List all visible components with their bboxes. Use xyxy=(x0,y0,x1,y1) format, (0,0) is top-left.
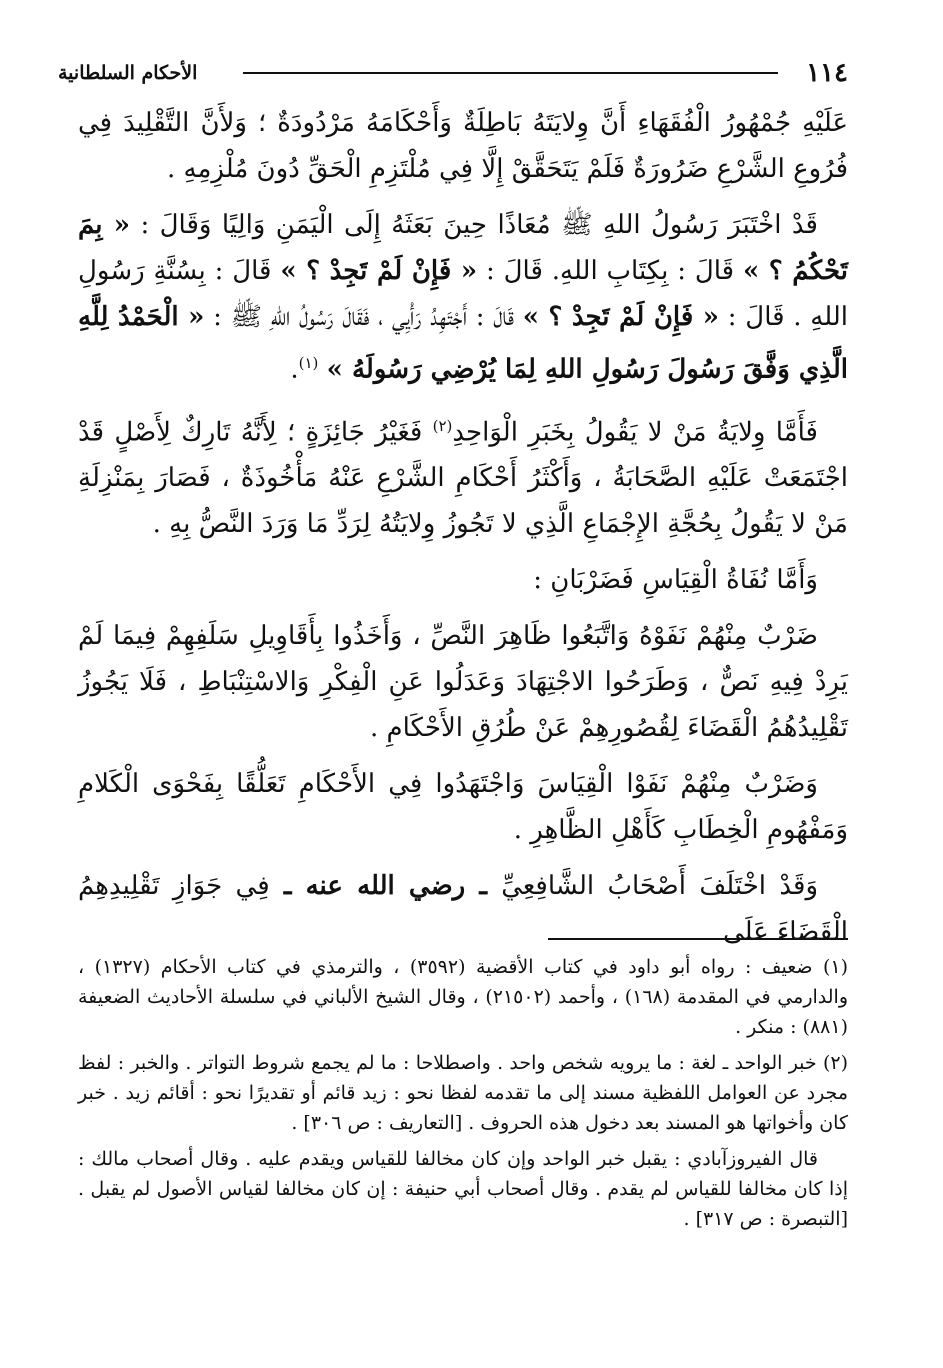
header-rule xyxy=(243,72,778,74)
text-run: قَالَ : بِكِتَابِ اللهِ. قَالَ : xyxy=(477,256,743,286)
hadith-quote: « فَإِنْ لَمْ تَجِدْ ؟ » xyxy=(522,302,720,332)
paragraph-4: وَأَمَّا نُفَاةُ الْقِيَاسِ فَضَرْبَانِ : xyxy=(533,565,818,596)
text-run: فَغَيْرُ جَائِزَةٍ ؛ لِأَنَّهُ تَارِكٌ لِأَصْلٍ قَدْ اجْتَمَعَتْ عَلَيْهِ الصَّحَابَةُ ، وَأَكْثَرُ أَحْكَامِ الشَّرْعِ عَنْهُ مَأْخُوذَةٌ ، فَصَارَ بِمَنْزِلَةِ مَنْ لا يَقُولُ بِحُجَّةِ الإِجْمَاعِ الَّذِي لا تَجُوزُ وِلايَتُهُ لِرَدِّ مَا وَرَدَ النَّصُّ بِهِ . xyxy=(78,417,848,540)
footnote-ref-2[interactable]: (٢) xyxy=(432,416,453,435)
text-run: فِي جَوَازِ تَقْلِيدِهِمُ الْقَضَاءَ عَلَى xyxy=(78,871,848,948)
hadith-quote: « بِمَ تَحْكُمُ ؟ » xyxy=(78,210,848,286)
text-run: قَالَ : بِسُنَّةِ رَسُولِ اللهِ . قَالَ : xyxy=(78,256,848,332)
text-run: وَقَدْ اخْتَلَفَ أَصْحَابُ الشَّافِعِيِّ xyxy=(501,871,819,902)
text-run: قَالَ : أَجْتَهِدُ رَأْيِي ، فَقَالَ رَسُولُ اللهِ ﷺ : xyxy=(204,302,523,332)
page-header xyxy=(58,58,848,92)
main-text xyxy=(78,100,848,965)
page-number: ١١٤ xyxy=(806,58,848,88)
paragraph-6: وَضَرْبٌ مِنْهُمْ نَفَوْا الْقِيَاسَ وَاجْتَهَدُوا فِي الأَحْكَامِ تَعَلُّقًا بِفَحْوَى الْكَلامِ وَمَفْهُومِ الْخِطَابِ كَأَهْلِ الظَّاهِرِ . xyxy=(78,769,848,846)
running-head: الأحكام السلطانية xyxy=(58,62,198,84)
paragraph-5: ضَرْبٌ مِنْهُمْ نَفَوْهُ وَاتَّبَعُوا ظَاهِرَ النَّصِّ ، وَأَخَذُوا بِأَقَاوِيلِ سَلَفِهِمْ فِيمَا لَمْ يَرِدْ فِيهِ نَصٌّ ، وَطَرَحُوا الاجْتِهَادَ وَعَدَلُوا عَنِ الْفِكْرِ وَالاسْتِنْبَاطِ ، فَلَا يَجُوزُ تَقْلِيدُهُمُ الْقَضَاءَ لِقُصُورِهِمْ عَنْ طُرُقِ الأَحْكَامِ . xyxy=(78,621,848,744)
hadith-quote: « الْحَمْدُ لِلَّهِ الَّذِي وَفَّقَ رَسُولَ رَسُولِ اللهِ لِمَا يُرْضِي رَسُولَهُ » xyxy=(78,302,848,385)
hadith-quote: « فَإِنْ لَمْ تَجِدْ ؟ » xyxy=(280,256,478,286)
footnote-2: (٢) خبر الواحد ـ لغة : ما يرويه شخص واحد . واصطلاحا : ما لم يجمع شروط التواتر . والخبر : لفظ مجرد عن العوامل اللفظية مسند إلى ما تقدمه لفظا نحو : زيد قائم أو تقديرًا نحو : أقائم زيد . خبر كان وأخواتها هو المسند بعد دخول هذه الحروف . [التعاريف : ص ٣٠٦] . xyxy=(78,1052,848,1134)
paragraph-2 xyxy=(78,202,848,393)
footnote-1: (١) ضعيف : رواه أبو داود في كتاب الأقضية (٣٥٩٢) ، والترمذي في كتاب الأحكام (١٣٢٧) ، والدارمي في المقدمة (١٦٨) ، وأحمد (٢١٥٠٢) ، وقال الشيخ الألباني في سلسلة الأحاديث الضعيفة (٨٨١) : منكر . xyxy=(78,956,848,1038)
paragraph-3 xyxy=(78,403,848,548)
honorific: ـ رضي الله عنه ـ xyxy=(269,871,502,902)
paragraph-1: عَلَيْهِ جُمْهُورُ الْفُقَهَاءِ أَنَّ وِلايَتَهُ بَاطِلَةٌ وَأَحْكَامَهُ مَرْدُودَةٌ ؛ وَلأَنَّ التَّقْلِيدَ فِي فُرُوعِ الشَّرْعِ ضَرُورَةٌ فَلَمْ يَتَحَقَّقْ إِلَّا فِي مُلْتَزِمِ الْحَقِّ دُونَ مُلْزِمِهِ . xyxy=(78,108,848,184)
footnote-ref-1[interactable]: (١) xyxy=(298,354,319,372)
text-run: قَدْ اخْتَبَرَ رَسُولُ اللهِ ﷺ مُعَاذًا حِينَ بَعَثَهُ إِلَى الْيَمَنِ وَالِيًا وَقَالَ : xyxy=(130,210,818,240)
footnote-separator xyxy=(548,938,848,940)
footnotes xyxy=(78,952,848,1240)
footnote-2-continued: قال الفيروزآبادي : يقبل خبر الواحد وإن كان مخالفا للقياس ويقدم عليه . وقال أصحاب مالك : إذا كان مخالفا للقياس لم يقدم . وقال أصحاب أبي حنيفة : إن كان مخالفا لقياس الأصول لم يقبل . [التبصرة : ص ٣١٧] . xyxy=(78,1148,848,1230)
paragraph-7 xyxy=(78,863,848,955)
text-run: فَأَمَّا وِلايَةُ مَنْ لا يَقُولُ بِخَبَرِ الْوَاحِدِ xyxy=(452,417,818,448)
text-run: . xyxy=(290,354,299,385)
